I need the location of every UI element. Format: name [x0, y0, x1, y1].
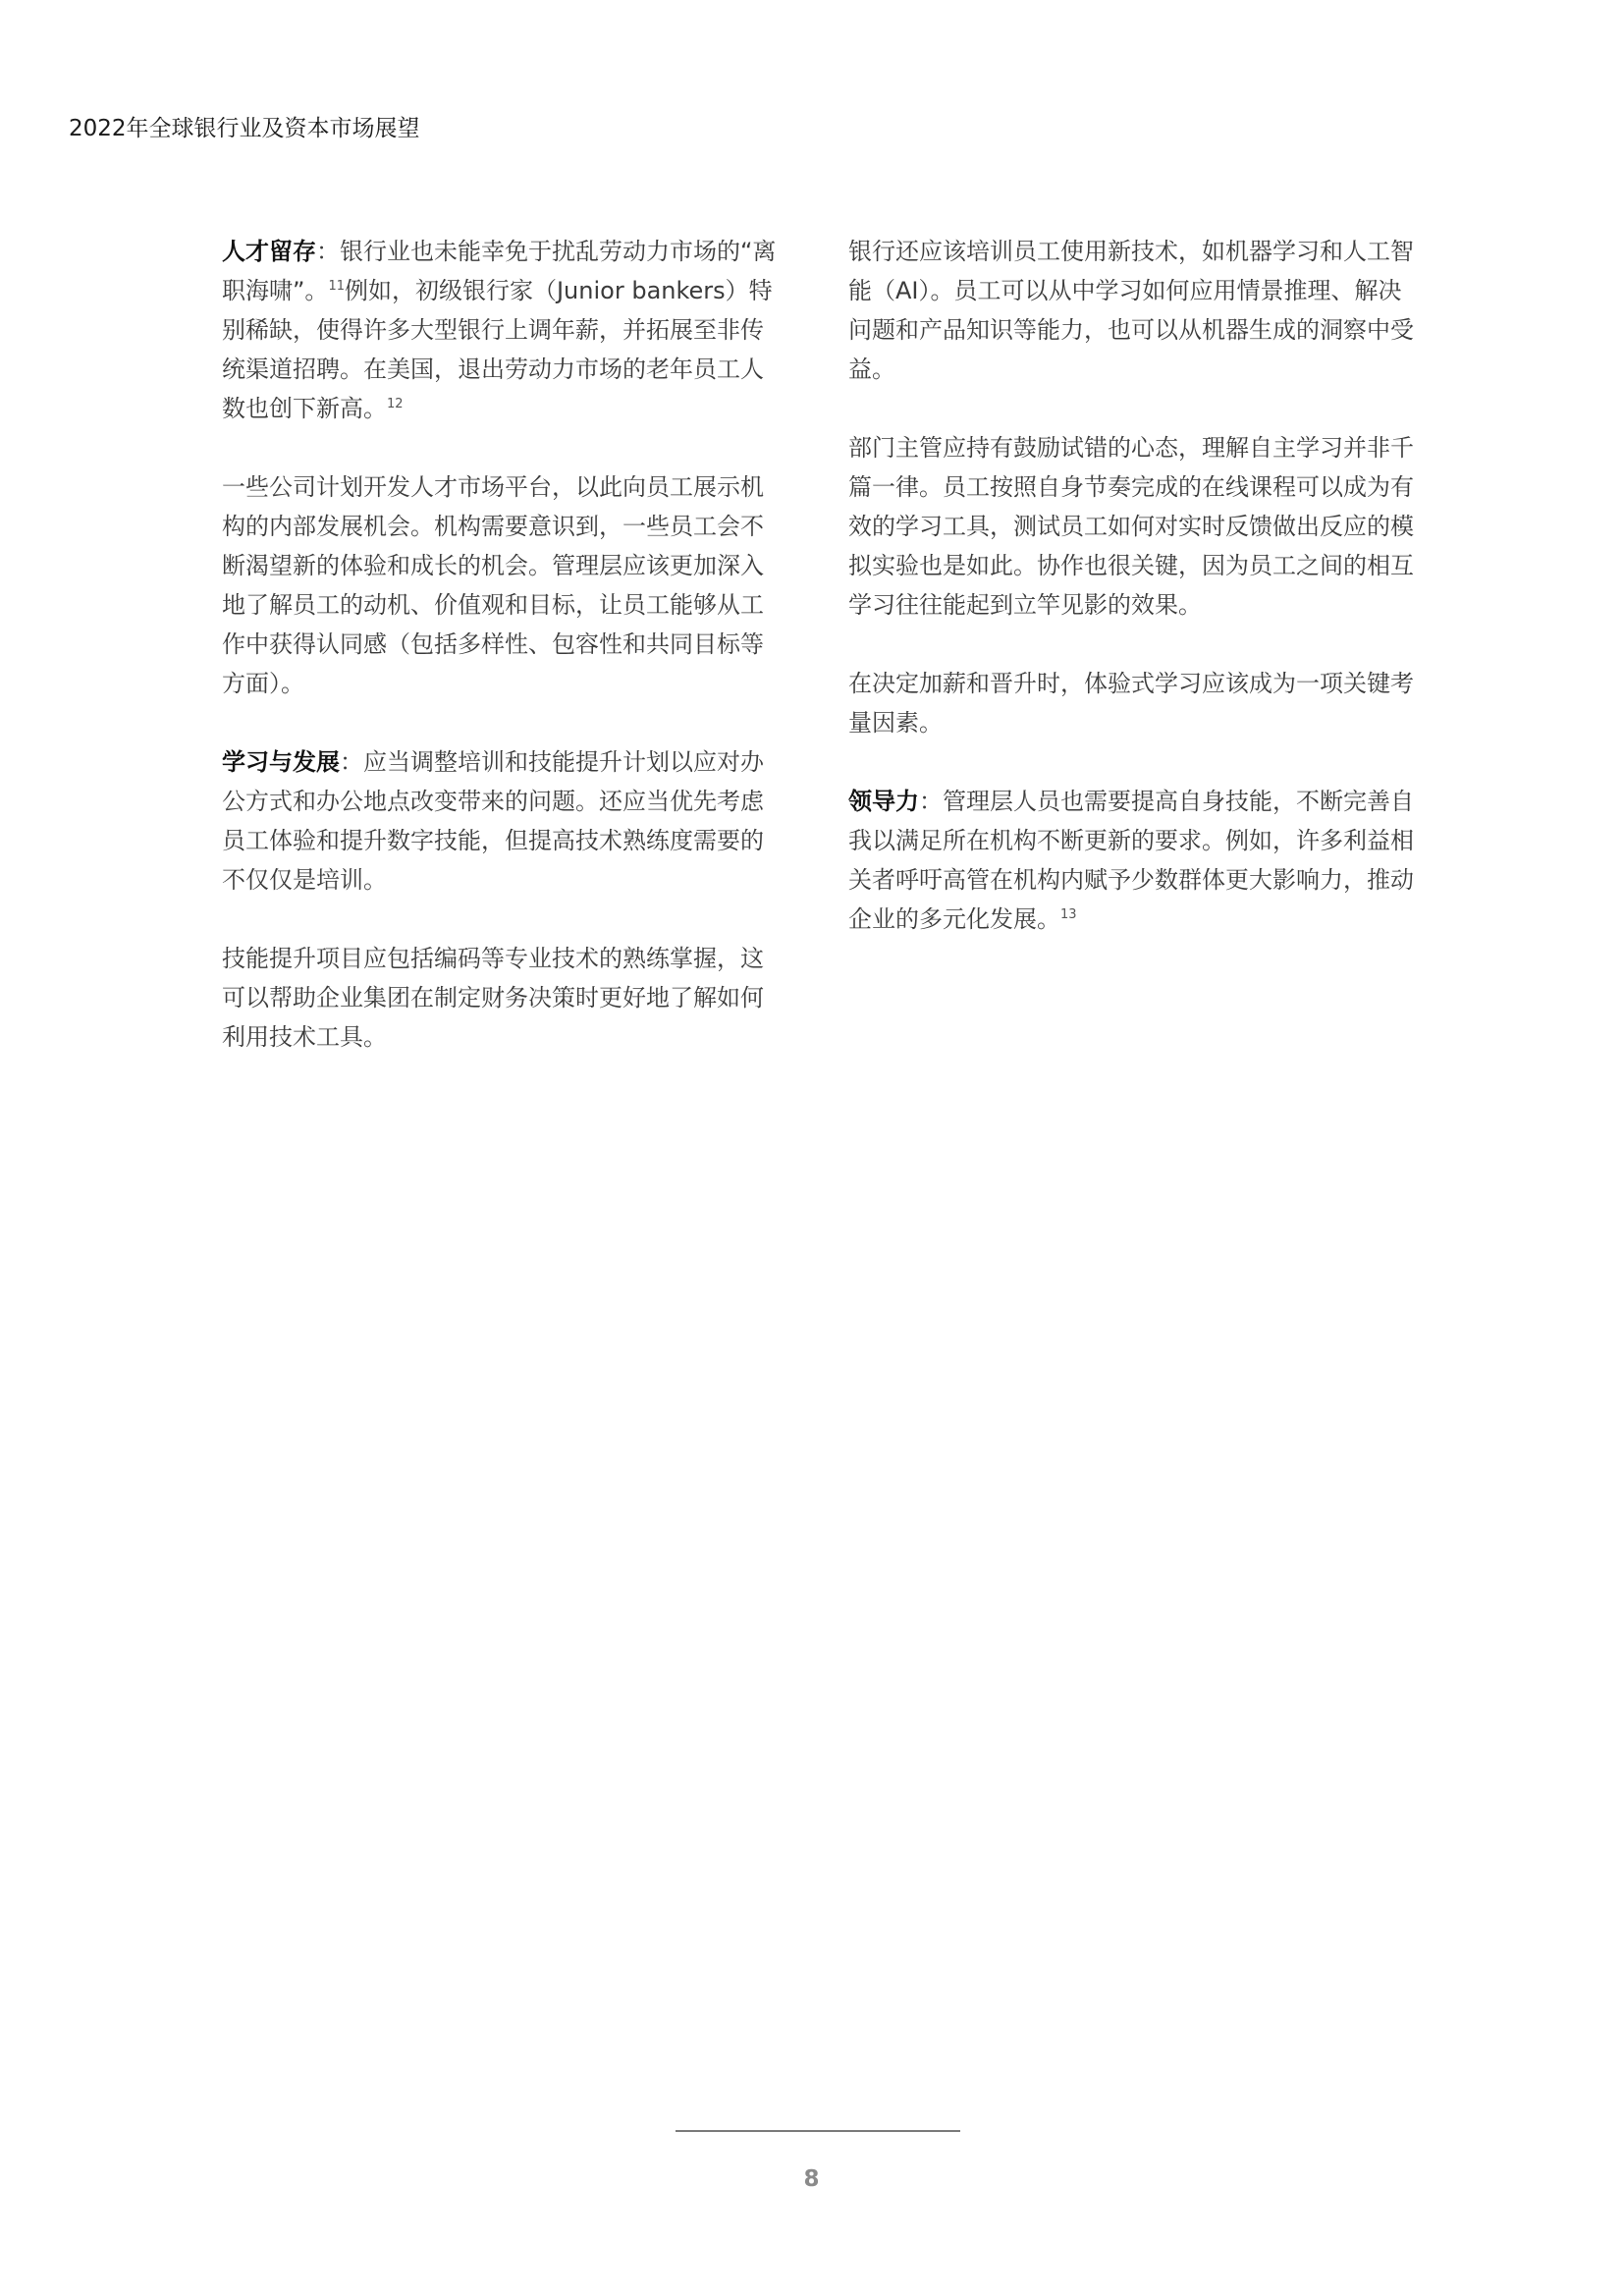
heading-colon: ： [340, 748, 363, 776]
footer-divider [676, 2130, 960, 2132]
body-text: 银行还应该培训员工使用新技术，如机器学习和人工智能（AI）。员工可以从中学习如何应用情景推理、解决问题和产品知识等能力，也可以从机器生成的洞察中受益。 [848, 238, 1414, 383]
page-number: 8 [803, 2166, 820, 2192]
left-column [222, 232, 786, 1096]
footnote-ref-12[interactable]: 12 [387, 397, 404, 411]
right-column [848, 232, 1418, 978]
paragraph-trial-and-error [848, 428, 1418, 625]
heading-colon: ： [919, 788, 943, 815]
body-text: 管理层人员也需要提高自身技能，不断完善自我以满足所在机构不断更新的要求。例如，许多利益相关者呼吁高管在机构内赋予少数群体更大影响力，推动企业的多元化发展。 [848, 788, 1414, 933]
section-heading-leadership: 领导力 [848, 788, 919, 815]
paragraph-talent-marketplace [222, 467, 786, 703]
body-text: 应当调整培训和技能提升计划以应对办公方式和办公地点改变带来的问题。还应当优先考虑员工体验和提升数字技能，但提高技术熟练度需要的不仅仅是培训。 [222, 748, 764, 894]
body-text: 在决定加薪和晋升时，体验式学习应该成为一项关键考量因素。 [848, 670, 1414, 737]
document-header-title: 2022年全球银行业及资本市场展望 [69, 116, 420, 141]
footnote-ref-13[interactable]: 13 [1060, 907, 1077, 922]
body-text: 部门主管应持有鼓励试错的心态，理解自主学习并非千篇一律。员工按照自身节奏完成的在线课程可以成为有效的学习工具，测试员工如何对实时反馈做出反应的模拟实验也是如此。协作也很关键，因为员工之间的相互学习往往能起到立竿见影的效果。 [848, 434, 1414, 619]
heading-colon: ： [316, 238, 340, 265]
paragraph-new-tech-training [848, 232, 1418, 389]
body-text: 例如，初级银行家（Junior bankers）特别稀缺，使得许多大型银行上调年薪，并拓展至非传统渠道招聘。在美国，退出劳动力市场的老年员工人数也创下新高。 [222, 277, 773, 422]
paragraph-talent-retention [222, 232, 786, 428]
body-text: 银行业也未能幸免于扰乱劳动力市场的“离职海啸”。 [222, 238, 777, 304]
paragraph-upskilling [222, 939, 786, 1057]
footnote-ref-11[interactable]: 11 [328, 279, 345, 294]
body-text: 技能提升项目应包括编码等专业技术的熟练掌握，这可以帮助企业集团在制定财务决策时更好地了解如何利用技术工具。 [222, 945, 764, 1051]
paragraph-leadership [848, 782, 1418, 939]
section-heading-learning-development: 学习与发展 [222, 748, 340, 776]
section-heading-talent-retention: 人才留存 [222, 238, 316, 265]
body-text: 一些公司计划开发人才市场平台，以此向员工展示机构的内部发展机会。机构需要意识到，一些员工会不断渴望新的体验和成长的机会。管理层应该更加深入地了解员工的动机、价值观和目标，让员工能够从工作中获得认同感（包括多样性、包容性和共同目标等方面）。 [222, 473, 764, 697]
paragraph-experiential-learning [848, 664, 1418, 742]
paragraph-learning-development [222, 742, 786, 900]
